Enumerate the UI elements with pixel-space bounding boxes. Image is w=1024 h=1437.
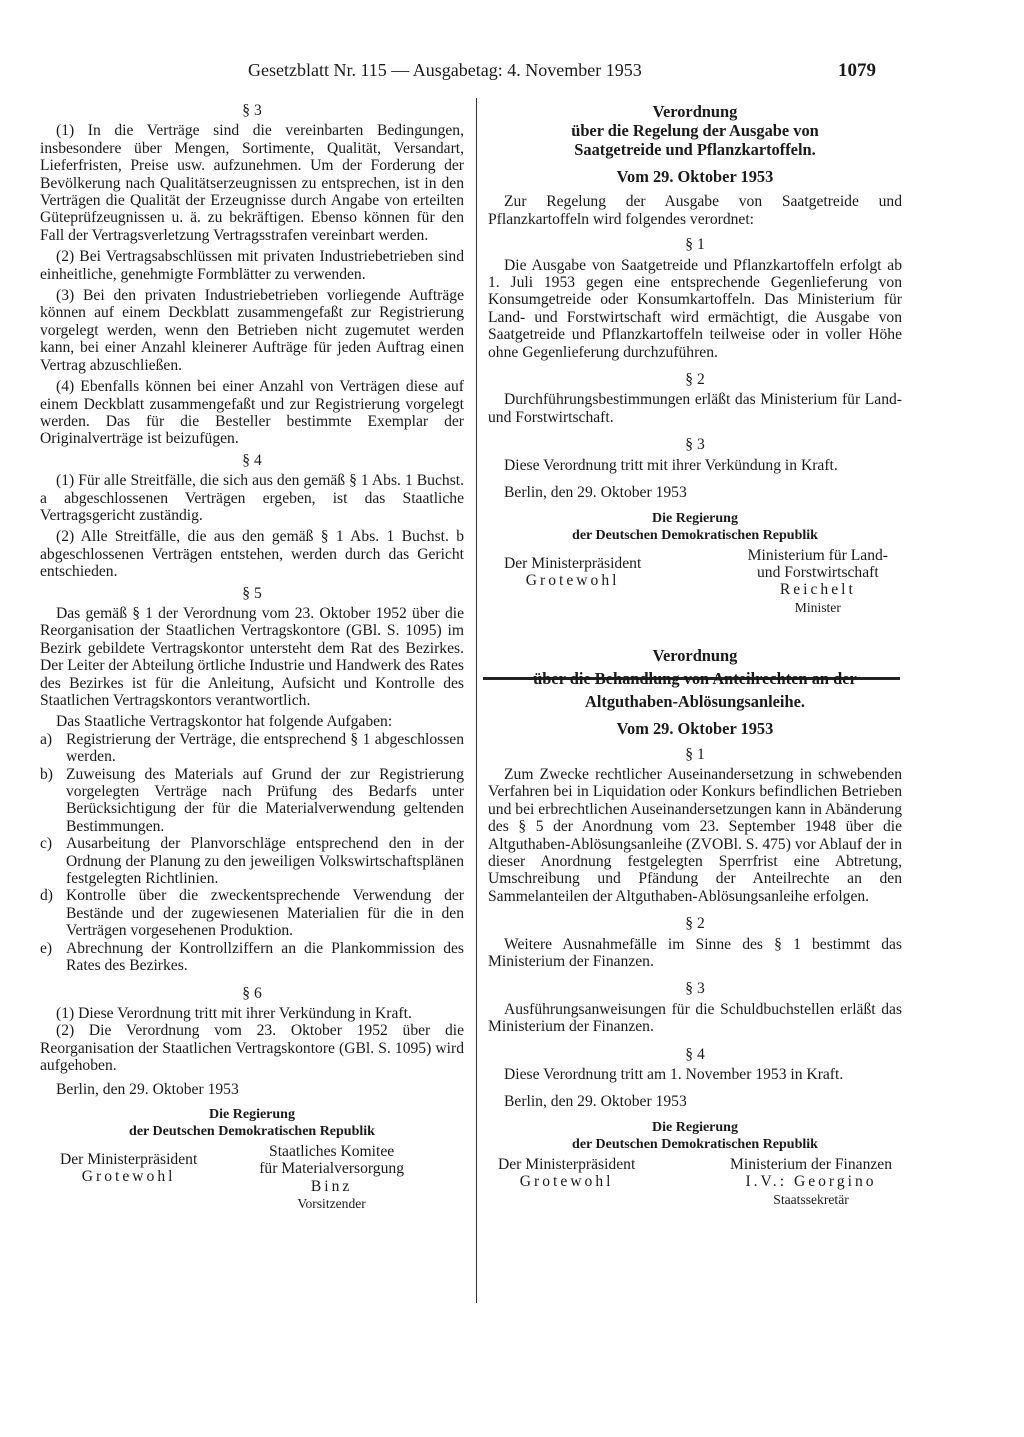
paragraph: Das Staatliche Vertragskontor hat folgende Aufgaben: bbox=[56, 713, 393, 731]
list-item-text: Abrechnung der Kontrollziffern an die Plankommission des Rates des Bezirkes. bbox=[66, 939, 464, 975]
section-heading: § 6 bbox=[242, 984, 262, 1002]
list-item bbox=[40, 731, 464, 766]
paragraph: Zum Zwecke rechtlicher Auseinandersetzung in schwebenden Verfahren bei in Liquidation oder Konkurs befindlichen Betrieben und bei erbrechtlichen Auseinandersetzungen kann in Abänderung des § 5 der Anordnung vom 23. September 1948 über die Altguthaben-Ablösungsanleihe (ZVOBl. S. 475) vor Ablauf der in dieser Anordnung festgelegten Sperrfrist eine Abtretung, Umschreibung und Pfändung der Anteilrechte an den Sammelanteilen der Altguthaben-Ablösungsanleihe erfolgen. bbox=[488, 765, 902, 905]
government-heading: der Deutschen Demokratischen Republik bbox=[129, 1123, 375, 1139]
signer-role: Minister bbox=[794, 599, 841, 615]
section-heading: § 1 bbox=[685, 236, 705, 254]
list-item-text: Ausarbeitung der Planvorschläge entsprechend den in der Ordnung der Planung zu den jeweiligen Volkswirtschaftsplänen festgelegten Richtlinien. bbox=[66, 835, 464, 888]
paragraph: Diese Verordnung tritt mit ihrer Verkündung in Kraft. bbox=[504, 456, 838, 474]
list-marker: e) bbox=[40, 939, 53, 957]
paragraph: Das gemäß § 1 der Verordnung vom 23. Oktober 1952 über die Reorganisation der Staatlichen Vertragskontore (GBl. S. 1095) im Bezirk gebildete Vertragskontor untersteht dem Rat des Bezirkes. Der Leiter der Abteilung örtliche Industrie und Handwerk des Rates des Bezirkes ist für die Anleitung, Aufsicht und Kontrolle des Staatlichen Vertragskontors verantwortlich. bbox=[40, 604, 464, 709]
section-heading: § 4 bbox=[242, 451, 262, 469]
left-column bbox=[40, 98, 464, 1213]
paragraph: (2) Die Verordnung vom 23. Oktober 1952 über die Reorganisation der Staatlichen Vertragskontore (GBl. S. 1095) wird aufgehoben. bbox=[40, 1022, 464, 1075]
signer-title: für Materialversorgung bbox=[259, 1160, 404, 1178]
signer-title: Ministerium für Land- bbox=[747, 546, 888, 564]
signature-right bbox=[748, 547, 888, 617]
signer-name: Grotewohl bbox=[525, 571, 620, 589]
section-heading: § 4 bbox=[685, 1045, 705, 1063]
signer-title: und Forstwirtschaft bbox=[756, 563, 879, 581]
section-heading: § 2 bbox=[685, 371, 705, 389]
signer-title: Der Ministerpräsident bbox=[504, 554, 642, 572]
list-item bbox=[40, 835, 464, 887]
signature-left bbox=[498, 1156, 635, 1208]
government-heading: Die Regierung bbox=[652, 1119, 738, 1135]
signer-title: Der Ministerpräsident bbox=[498, 1155, 636, 1173]
signer-name: Grotewohl bbox=[81, 1168, 176, 1186]
government-heading: Die Regierung bbox=[652, 510, 738, 526]
paragraph: (2) Bei Vertragsabschlüssen mit privaten Industriebetrieben sind einheitliche, genehmigte Formblätter zu verwenden. bbox=[40, 248, 464, 283]
paragraph: (1) In die Verträge sind die vereinbarten Bedingungen, insbesondere über Mengen, Sortimente, Qualität, Versandart, Lieferfristen, Preise usw. aufzunehmen. Um der Forderung der Bevölkerung nach Qualitätserzeugnissen zu entsprechen, ist in den Verträgen die Qualität der Erzeugnisse durch Angabe von erteilten Güteprüfzeugnissen u. ä. zu bekräftigen. Ebenso können für den Fall der Vertragsverletzung Vertragsstrafen vereinbart werden. bbox=[40, 122, 464, 244]
document-title: über die Behandlung von Anteilrechten an der bbox=[533, 669, 857, 689]
government-heading: der Deutschen Demokratischen Republik bbox=[572, 527, 818, 543]
document-date: Vom 29. Oktober 1953 bbox=[616, 719, 774, 739]
document-title: Verordnung bbox=[652, 102, 738, 121]
list-item bbox=[40, 940, 464, 975]
list-item-text: Kontrolle über die zweckentsprechende Verwendung der Bestände und der zugewiesenen Materialien für die in den Verträgen vorgesehenen Produktion. bbox=[66, 887, 464, 940]
section-heading: § 3 bbox=[685, 436, 705, 454]
paragraph: (1) Für alle Streitfälle, die sich aus den gemäß § 1 Abs. 1 Buchst. a abgeschlossenen Verträgen ergeben, ist das Staatliche Vertragsgericht zuständig. bbox=[40, 472, 464, 524]
signature-block bbox=[40, 1143, 464, 1213]
section-heading: § 1 bbox=[685, 745, 705, 763]
page-number: 1079 bbox=[838, 60, 876, 81]
signer-name: Grotewohl bbox=[519, 1173, 614, 1191]
paragraph: Ausführungsanweisungen für die Schuldbuchstellen erläßt das Ministerium der Finanzen. bbox=[488, 1000, 902, 1036]
date-line: Berlin, den 29. Oktober 1953 bbox=[504, 484, 687, 502]
date-line: Berlin, den 29. Oktober 1953 bbox=[504, 1093, 687, 1111]
document-date: Vom 29. Oktober 1953 bbox=[616, 167, 774, 186]
document-title: Verordnung bbox=[652, 646, 738, 666]
signature-block bbox=[488, 1156, 902, 1208]
signature-left bbox=[504, 547, 641, 617]
paragraph: (4) Ebenfalls können bei einer Anzahl von Verträgen diese auf einem Deckblatt zusammengefaßt und zur Registrierung vorgelegt werden. Das für die Besteller bestimmte Exemplar der Originalverträge ist beizufügen. bbox=[40, 378, 464, 448]
signature-right bbox=[730, 1156, 892, 1208]
list-item bbox=[40, 766, 464, 836]
document-title: über die Regelung der Ausgabe von bbox=[571, 121, 819, 140]
government-heading: der Deutschen Demokratischen Republik bbox=[572, 1136, 818, 1152]
list-item-text: Registrierung der Verträge, die entsprechend § 1 abgeschlossen werden. bbox=[66, 730, 464, 766]
document-title: Altguthaben-Ablösungsanleihe. bbox=[585, 692, 805, 712]
signer-name: Binz bbox=[310, 1177, 353, 1195]
section-heading: § 3 bbox=[685, 980, 705, 998]
signer-role: Staatssekretär bbox=[773, 1191, 849, 1207]
paragraph: Diese Verordnung tritt am 1. November 1953 in Kraft. bbox=[504, 1066, 844, 1084]
paragraph: (1) Diese Verordnung tritt mit ihrer Verkündung in Kraft. bbox=[56, 1004, 412, 1022]
signature-block bbox=[488, 547, 902, 617]
signer-title: Staatliches Komitee bbox=[269, 1142, 395, 1160]
section-heading: § 5 bbox=[242, 584, 262, 602]
date-line: Berlin, den 29. Oktober 1953 bbox=[56, 1080, 239, 1098]
signer-name: I.V.: Georgino bbox=[745, 1173, 877, 1191]
signer-name: Reichelt bbox=[779, 581, 856, 599]
paragraph: (3) Bei den privaten Industriebetrieben vorliegende Aufträge können auf einem Deckblatt zusammengefaßt zur Registrierung vorgelegt werden, wenn den Betrieben nicht zugemutet werden kann, bei einer Anzahl kleinerer Aufträge für jeden Auftrag einen Vertrag abzuschließen. bbox=[40, 287, 464, 374]
section-heading: § 3 bbox=[242, 102, 262, 119]
signer-title: Ministerium der Finanzen bbox=[730, 1155, 892, 1173]
signer-title: Der Ministerpräsident bbox=[60, 1150, 198, 1168]
paragraph: Weitere Ausnahmefälle im Sinne des § 1 bestimmt das Ministerium der Finanzen. bbox=[488, 935, 902, 970]
right-column bbox=[488, 98, 902, 1208]
list-marker: a) bbox=[40, 730, 53, 748]
list-marker: b) bbox=[40, 765, 53, 783]
paragraph: Zur Regelung der Ausgabe von Saatgetreide und Pflanzkartoffeln wird folgendes verordnet: bbox=[488, 193, 902, 228]
signature-right bbox=[259, 1143, 404, 1213]
section-heading: § 2 bbox=[685, 915, 705, 933]
paragraph: (2) Alle Streitfälle, die aus den gemäß § 1 Abs. 1 Buchst. b abgeschlossenen Verträgen entstehen, werden durch das Gericht entschieden. bbox=[40, 528, 464, 581]
signer-role: Vorsitzender bbox=[297, 1196, 366, 1212]
government-heading: Die Regierung bbox=[209, 1106, 295, 1122]
list-marker: d) bbox=[40, 887, 53, 905]
page-header-title: Gesetzblatt Nr. 115 — Ausgabetag: 4. November 1953 bbox=[248, 60, 642, 80]
list-marker: c) bbox=[40, 835, 53, 853]
signature-left bbox=[60, 1143, 197, 1213]
list-item bbox=[40, 887, 464, 939]
document-title: Saatgetreide und Pflanzkartoffeln. bbox=[574, 140, 816, 159]
paragraph: Durchführungsbestimmungen erläßt das Ministerium für Land- und Forstwirtschaft. bbox=[488, 391, 902, 426]
column-divider bbox=[476, 98, 477, 1303]
list-item-text: Zuweisung des Materials auf Grund der zur Registrierung vorgelegten Verträge nach Prüfung des Bedarfs unter Berücksichtigung der für die Materialverwendung geltenden Bestimmungen. bbox=[66, 765, 464, 835]
paragraph: Die Ausgabe von Saatgetreide und Pflanzkartoffeln erfolgt ab 1. Juli 1953 gegen eine entsprechende Gegenlieferung von Konsumgetreide oder Konsumkartoffeln. Das Ministerium für Land- und Forstwirtschaft wird ermächtigt, die Ausgabe von Saatgetreide und Pflanzkartoffeln teilweise oder in voller Höhe ohne Gegenlieferung durchzuführen. bbox=[488, 256, 902, 361]
